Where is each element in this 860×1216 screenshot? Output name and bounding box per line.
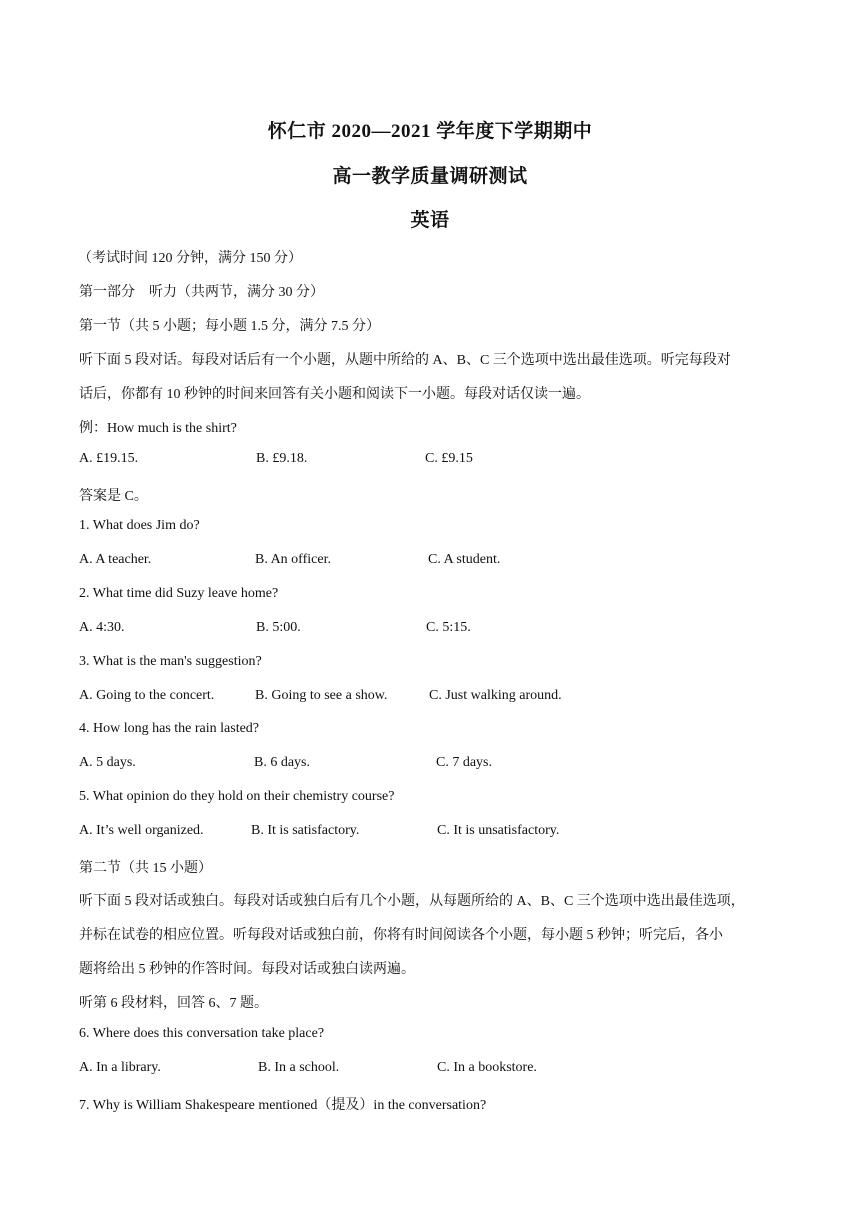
q6-option-b: B. In a school. bbox=[258, 1060, 340, 1075]
q3-option-c: C. Just walking around. bbox=[429, 688, 562, 703]
question-3: 3. What is the man's suggestion? bbox=[79, 654, 262, 669]
q6-option-c: C. In a bookstore. bbox=[437, 1060, 537, 1075]
section1-heading: 第一节（共 5 小题；每小题 1.5 分，满分 7.5 分） bbox=[79, 319, 380, 334]
question-2: 2. What time did Suzy leave home? bbox=[79, 586, 279, 601]
exam-title-subject: 英语 bbox=[410, 210, 450, 231]
q3-option-b: B. Going to see a show. bbox=[255, 688, 388, 703]
q5-option-b: B. It is satisfactory. bbox=[251, 823, 360, 838]
exam-title-grade: 高一教学质量调研测试 bbox=[332, 166, 528, 187]
question-1: 1. What does Jim do? bbox=[79, 518, 200, 533]
section2-instructions-2: 并标在试卷的相应位置。听每段对话或独白前，你将有时间阅读各个小题，每小题 5 秒钟；听完后，各小 bbox=[79, 928, 723, 943]
example-question: 例：How much is the shirt? bbox=[79, 421, 237, 436]
example-answer: 答案是 C。 bbox=[79, 489, 148, 504]
example-option-a: A. £19.15. bbox=[79, 451, 139, 466]
q5-option-c: C. It is unsatisfactory. bbox=[437, 823, 560, 838]
q3-option-a: A. Going to the concert. bbox=[79, 688, 215, 703]
q4-option-c: C. 7 days. bbox=[436, 755, 492, 770]
exam-title-school: 怀仁市 2020—2021 学年度下学期期中 bbox=[267, 121, 593, 142]
question-5: 5. What opinion do they hold on their chemistry course? bbox=[79, 789, 395, 804]
q2-option-b: B. 5:00. bbox=[256, 620, 301, 635]
example-option-c: C. £9.15 bbox=[425, 451, 473, 466]
question-6: 6. Where does this conversation take place? bbox=[79, 1026, 325, 1041]
section2-instructions-3: 题将给出 5 秒钟的作答时间。每段对话或独白读两遍。 bbox=[79, 962, 415, 977]
part1-heading: 第一部分 听力（共两节，满分 30 分） bbox=[79, 285, 324, 300]
q1-option-b: B. An officer. bbox=[255, 552, 331, 567]
q4-option-a: A. 5 days. bbox=[79, 755, 136, 770]
section2-instructions-1: 听下面 5 段对话或独白。每段对话或独白后有几个小题，从每题所给的 A、B、C 三个选项中选出最佳选项， bbox=[79, 894, 745, 909]
question-4: 4. How long has the rain lasted? bbox=[79, 721, 260, 736]
section2-heading: 第二节（共 15 小题） bbox=[79, 861, 212, 876]
q1-option-a: A. A teacher. bbox=[79, 552, 152, 567]
exam-info: （考试时间 120 分钟，满分 150 分） bbox=[78, 251, 302, 266]
q2-option-a: A. 4:30. bbox=[79, 620, 125, 635]
material-6-heading: 听第 6 段材料，回答 6、7 题。 bbox=[79, 996, 268, 1011]
question-7: 7. Why is William Shakespeare mentioned（提及）in the conversation? bbox=[79, 1098, 487, 1113]
q1-option-c: C. A student. bbox=[428, 552, 501, 567]
section1-instructions-1: 听下面 5 段对话。每段对话后有一个小题，从题中所给的 A、B、C 三个选项中选出最佳选项。听完每段对 bbox=[79, 353, 731, 368]
q5-option-a: A. It’s well organized. bbox=[79, 823, 204, 838]
example-option-b: B. £9.18. bbox=[256, 451, 308, 466]
q4-option-b: B. 6 days. bbox=[254, 755, 310, 770]
q2-option-c: C. 5:15. bbox=[426, 620, 471, 635]
section1-instructions-2: 话后，你都有 10 秒钟的时间来回答有关小题和阅读下一小题。每段对话仅读一遍。 bbox=[79, 387, 590, 402]
q6-option-a: A. In a library. bbox=[79, 1060, 161, 1075]
